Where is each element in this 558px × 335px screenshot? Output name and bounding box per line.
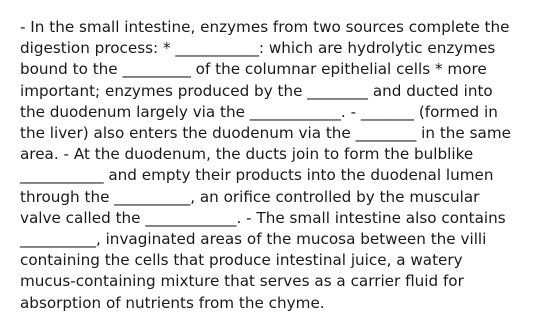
text-line: important; enzymes produced by the ________ and ducted into (20, 81, 493, 100)
text-line: mucus-containing mixture that serves as a carrier fluid for (20, 272, 464, 291)
text-line: the duodenum largely via the ____________. - _______ (formed in (20, 102, 498, 121)
text-line: area. - At the duodenum, the ducts join to form the bulblike (20, 145, 474, 164)
text-line: digestion process: * ___________: which are hydrolytic enzymes (20, 39, 496, 58)
text-line: absorption of nutrients from the chyme. (20, 293, 325, 312)
text-line: - In the small intestine, enzymes from two sources complete the (20, 18, 510, 36)
text-line: containing the cells that produce intestinal juice, a watery (20, 251, 463, 270)
text-line: bound to the _________ of the columnar epithelial cells * more (20, 60, 487, 79)
text-line: the liver) also enters the duodenum via the ________ in the same (20, 124, 511, 143)
text-line: __________, invaginated areas of the mucosa between the villi (20, 230, 487, 249)
text-line: valve called the ____________. - The small intestine also contains (20, 208, 506, 227)
text-line: ___________ and empty their products into the duodenal lumen (20, 166, 494, 185)
text-line: through the __________, an orifice controlled by the muscular (20, 187, 480, 206)
document-text (20, 17, 556, 314)
